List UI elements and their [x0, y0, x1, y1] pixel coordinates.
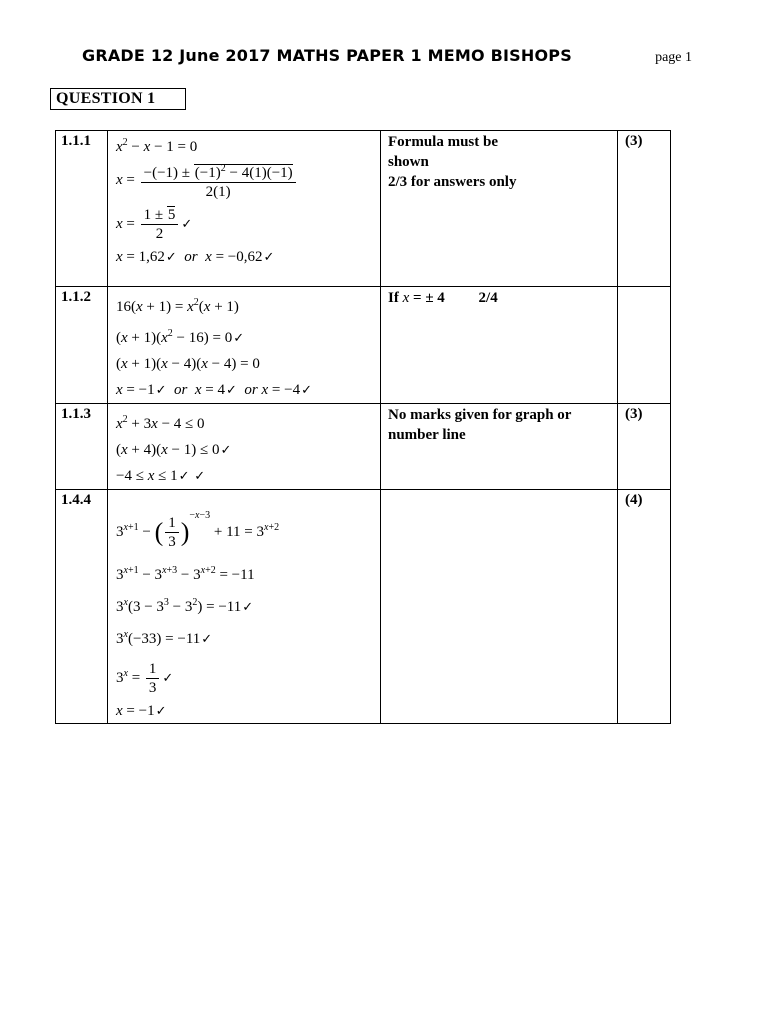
note-line: number line — [388, 427, 466, 443]
note-line: shown — [388, 154, 429, 170]
mark-allocation — [618, 287, 671, 404]
working-cell — [108, 404, 381, 490]
working-line: x = −1✓ or x = 4✓ or x = −4✓ — [116, 382, 312, 398]
memo-row — [56, 490, 671, 724]
question-number: 1.1.2 — [56, 287, 108, 404]
working-line: −4 ≤ x ≤ 1✓ ✓ — [116, 468, 206, 484]
mark-allocation: (3) — [618, 131, 671, 287]
note-line: Formula must be — [388, 134, 498, 150]
mark-allocation: (4) — [618, 490, 671, 724]
working-line: $3^x(-33)$ = −11✓ — [116, 629, 213, 647]
working-cell — [108, 131, 381, 287]
working-line: $3^x$ = $\frac{1}{3}$ ✓ — [116, 661, 174, 697]
working-line: $3^x(3 - 3^3 - 3^2)$ = −11✓ — [116, 597, 254, 615]
working-cell — [108, 490, 381, 724]
working-line: x = −1✓ — [116, 703, 167, 719]
marking-note — [381, 131, 618, 287]
working-line: x = $\frac{-(-1) \pm (-1)^2 - 4(1)(-1)}{2(1)}$ — [116, 158, 380, 202]
page-number: page 1 — [655, 50, 692, 65]
working-line: $x^2 + 3x - 4 \le 0$ — [116, 414, 205, 432]
working-line: (x + 4)(x − 1) ≤ 0✓ — [116, 442, 232, 458]
note-line: 2/3 for answers only — [388, 174, 517, 190]
note-line: No marks given for graph or — [388, 407, 572, 423]
working-line: x = $\frac{1 \pm 5}{2}$ ✓ — [116, 207, 193, 243]
question-number: 1.1.1 — [56, 131, 108, 287]
memo-row — [56, 131, 671, 287]
working-line: $(x + 1)(x^2 - 16)$ = 0✓ — [116, 328, 245, 346]
working-line: $16(x + 1) = x^2(x + 1)$ — [116, 297, 239, 315]
note-line: If x = ± 4 2/4 — [388, 290, 498, 306]
page-header — [82, 46, 692, 70]
question-number: 1.1.3 — [56, 404, 108, 490]
working-line: (x + 1)(x − 4)(x − 4) = 0 — [116, 356, 260, 372]
working-cell — [108, 287, 381, 404]
memo-table — [55, 130, 671, 724]
marking-note — [381, 490, 618, 724]
working-line: x = 1,62✓ or x = −0,62✓ — [116, 249, 275, 265]
marking-note — [381, 287, 618, 404]
memo-row — [56, 404, 671, 490]
mark-allocation: (3) — [618, 404, 671, 490]
working-line: $x^2 - x - 1 = 0$ — [116, 137, 198, 155]
question-number: 1.4.4 — [56, 490, 108, 724]
working-line: $3^{x+1} - 3^{x+3} - 3^{x+2} = -11$ — [116, 565, 255, 583]
marking-note — [381, 404, 618, 490]
working-line: $3^{x+1}$ − ( $\frac{1}{3}$ )$^{-x-3} + 11 = 3^{x+2}$ — [116, 510, 280, 551]
document-title: GRADE 12 June 2017 MATHS PAPER 1 MEMO BISHOPS — [82, 46, 572, 65]
memo-row — [56, 287, 671, 404]
question-heading: QUESTION 1 — [50, 88, 186, 110]
